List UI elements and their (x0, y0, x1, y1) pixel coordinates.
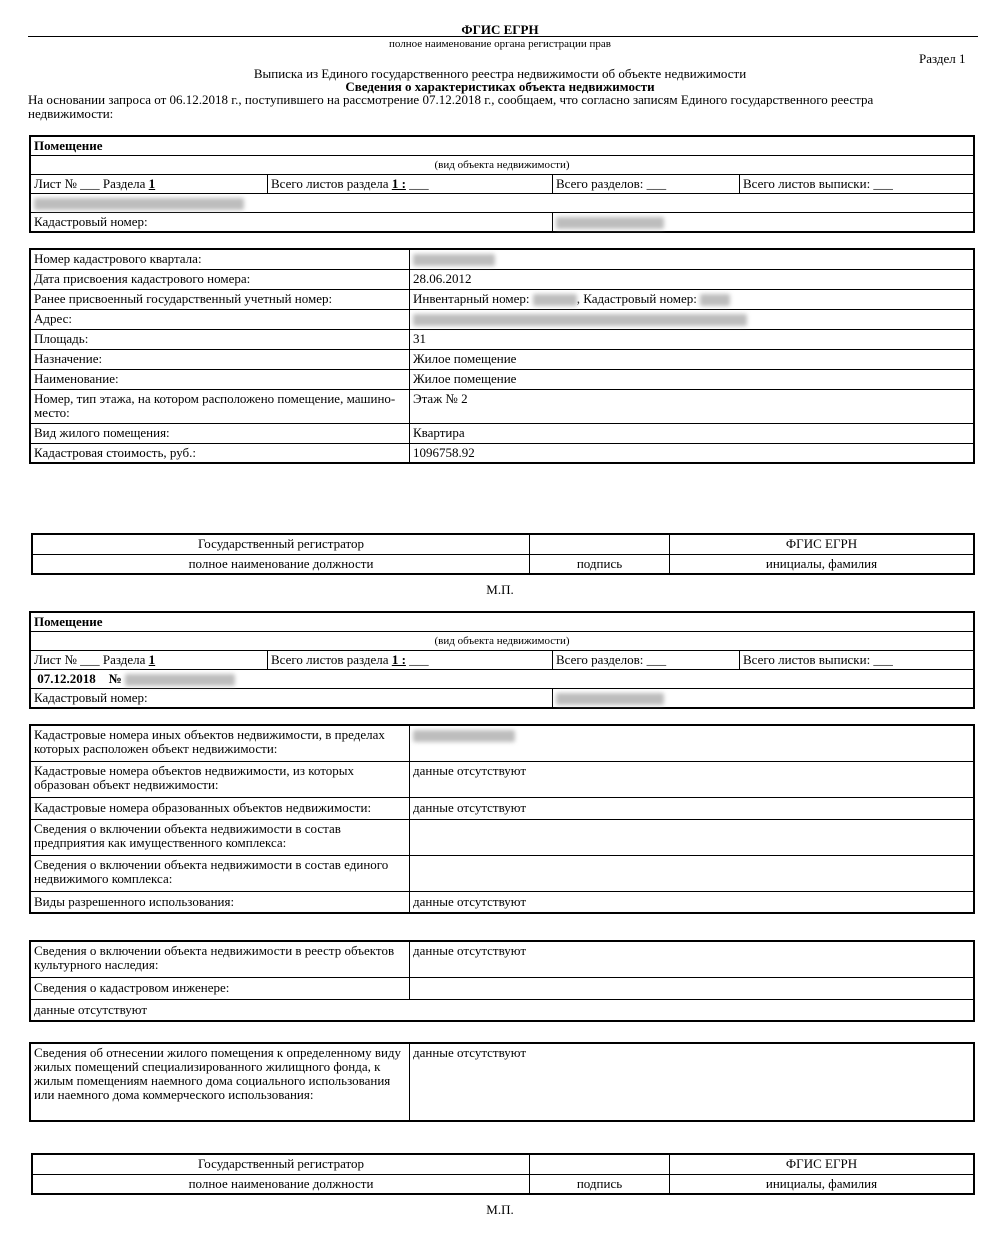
row-label: Кадастровые номера иных объектов недвижимости, в пределах которых расположен объект недвижимости: (30, 725, 410, 761)
cad-value (553, 689, 975, 709)
signature-blank (530, 534, 670, 554)
row-value: 1096758.92 (410, 443, 975, 463)
special-label: Сведения об отнесении жилого помещения к определенному виду жилых помещений специализированного жилищного фонда, к жилым помещениям наемного дома социального использования или наемного дома коммерческого использования: (30, 1043, 410, 1121)
row-label: Ранее присвоенный государственный учетный номер: (30, 289, 410, 309)
row-value: Инвентарный номер: , Кадастровый номер: (410, 289, 975, 309)
stamp-label: М.П. (486, 582, 514, 597)
row-value: 28.06.2012 (410, 269, 975, 289)
sign-caption: подпись (530, 1174, 670, 1194)
row-value (410, 855, 975, 891)
position-caption: полное наименование должности (32, 1174, 530, 1194)
row-label: Дата присвоения кадастрового номера: (30, 269, 410, 289)
engineer-value: данные отсутствуют (30, 999, 974, 1021)
sheets-in-section-cell: Всего листов раздела 1 : ___ (268, 651, 553, 670)
row-value: Этаж № 2 (410, 389, 975, 423)
characteristics-table-2 (29, 724, 975, 914)
sheet-cell: Лист № ___ Раздела 1 (30, 175, 268, 194)
heritage-label: Сведения о включении объекта недвижимости в реестр объектов культурного наследия: (30, 941, 410, 977)
sign-caption: подпись (530, 554, 670, 574)
row-label: Номер кадастрового квартала: (30, 249, 410, 269)
org-caption: полное наименование органа регистрации прав (389, 38, 611, 50)
special-fund-table (29, 1042, 975, 1122)
object-header-table-1 (29, 135, 975, 233)
cad-label: Кадастровый номер: (30, 213, 553, 233)
date-number-line: 07.12.2018 № (30, 670, 974, 689)
registrar-title: Государственный регистратор (32, 1154, 530, 1174)
row-value: 31 (410, 329, 975, 349)
signature-blank (530, 1154, 670, 1174)
object-type: Помещение (30, 136, 974, 156)
engineer-label: Сведения о кадастровом инженере: (30, 977, 410, 999)
row-value: данные отсутствуют (410, 797, 975, 819)
header-divider (28, 36, 978, 37)
row-label: Вид жилого помещения: (30, 423, 410, 443)
row-label: Площадь: (30, 329, 410, 349)
object-type-caption: (вид объекта недвижимости) (30, 156, 974, 175)
characteristics-table-1 (29, 248, 975, 464)
intro-text: На основании запроса от 06.12.2018 г., поступившего на рассмотрение 07.12.2018 г., сообщаем, что согласно записям Единого государственного реестра недвижимости: (28, 92, 874, 121)
row-label: Кадастровые номера образованных объектов недвижимости: (30, 797, 410, 819)
cad-value (553, 213, 975, 233)
row-value: Квартира (410, 423, 975, 443)
row-value (410, 249, 975, 269)
row-value: Жилое помещение (410, 349, 975, 369)
row-label: Кадастровые номера объектов недвижимости, из которых образован объект недвижимости: (30, 761, 410, 797)
sheets-in-section-cell: Всего листов раздела 1 : ___ (268, 175, 553, 194)
row-label: Назначение: (30, 349, 410, 369)
signature-table-2 (31, 1153, 975, 1195)
name-caption: инициалы, фамилия (670, 1174, 975, 1194)
object-header-table-2 (29, 611, 975, 709)
system-name: ФГИС ЕГРН (670, 1154, 975, 1174)
cad-label: Кадастровый номер: (30, 689, 553, 709)
row-value: данные отсутствуют (410, 761, 975, 797)
sheet-cell: Лист № ___ Раздела 1 (30, 651, 268, 670)
extract-title: Выписка из Единого государственного реестра недвижимости об объекте недвижимости (253, 66, 747, 81)
registrar-title: Государственный регистратор (32, 534, 530, 554)
total-sections-cell: Всего разделов: ___ (553, 175, 740, 194)
heritage-engineer-table (29, 940, 975, 1022)
heritage-value: данные отсутствуют (410, 941, 975, 977)
row-value: Жилое помещение (410, 369, 975, 389)
row-value (410, 819, 975, 855)
org-title: ФГИС ЕГРН (461, 22, 539, 37)
row-label: Виды разрешенного использования: (30, 891, 410, 913)
signature-table-1 (31, 533, 975, 575)
object-type: Помещение (30, 612, 974, 632)
special-value: данные отсутствуют (410, 1043, 975, 1121)
total-sheets-cell: Всего листов выписки: ___ (740, 651, 975, 670)
row-value (410, 309, 975, 329)
redacted-line (30, 194, 974, 213)
total-sheets-cell: Всего листов выписки: ___ (740, 175, 975, 194)
row-label: Кадастровая стоимость, руб.: (30, 443, 410, 463)
row-value: данные отсутствуют (410, 891, 975, 913)
engineer-blank (410, 977, 975, 999)
row-label: Адрес: (30, 309, 410, 329)
section-label: Раздел 1 (919, 51, 966, 66)
row-label: Сведения о включении объекта недвижимости в состав единого недвижимого комплекса: (30, 855, 410, 891)
row-value (410, 725, 975, 761)
position-caption: полное наименование должности (32, 554, 530, 574)
name-caption: инициалы, фамилия (670, 554, 975, 574)
stamp-label: М.П. (486, 1202, 514, 1217)
row-label: Номер, тип этажа, на котором расположено помещение, машино-место: (30, 389, 410, 423)
system-name: ФГИС ЕГРН (670, 534, 975, 554)
row-label: Сведения о включении объекта недвижимости в состав предприятия как имущественного комплекса: (30, 819, 410, 855)
row-label: Наименование: (30, 369, 410, 389)
object-type-caption: (вид объекта недвижимости) (30, 632, 974, 651)
total-sections-cell: Всего разделов: ___ (553, 651, 740, 670)
extract-subtitle: Сведения о характеристиках объекта недвижимости (345, 79, 655, 94)
